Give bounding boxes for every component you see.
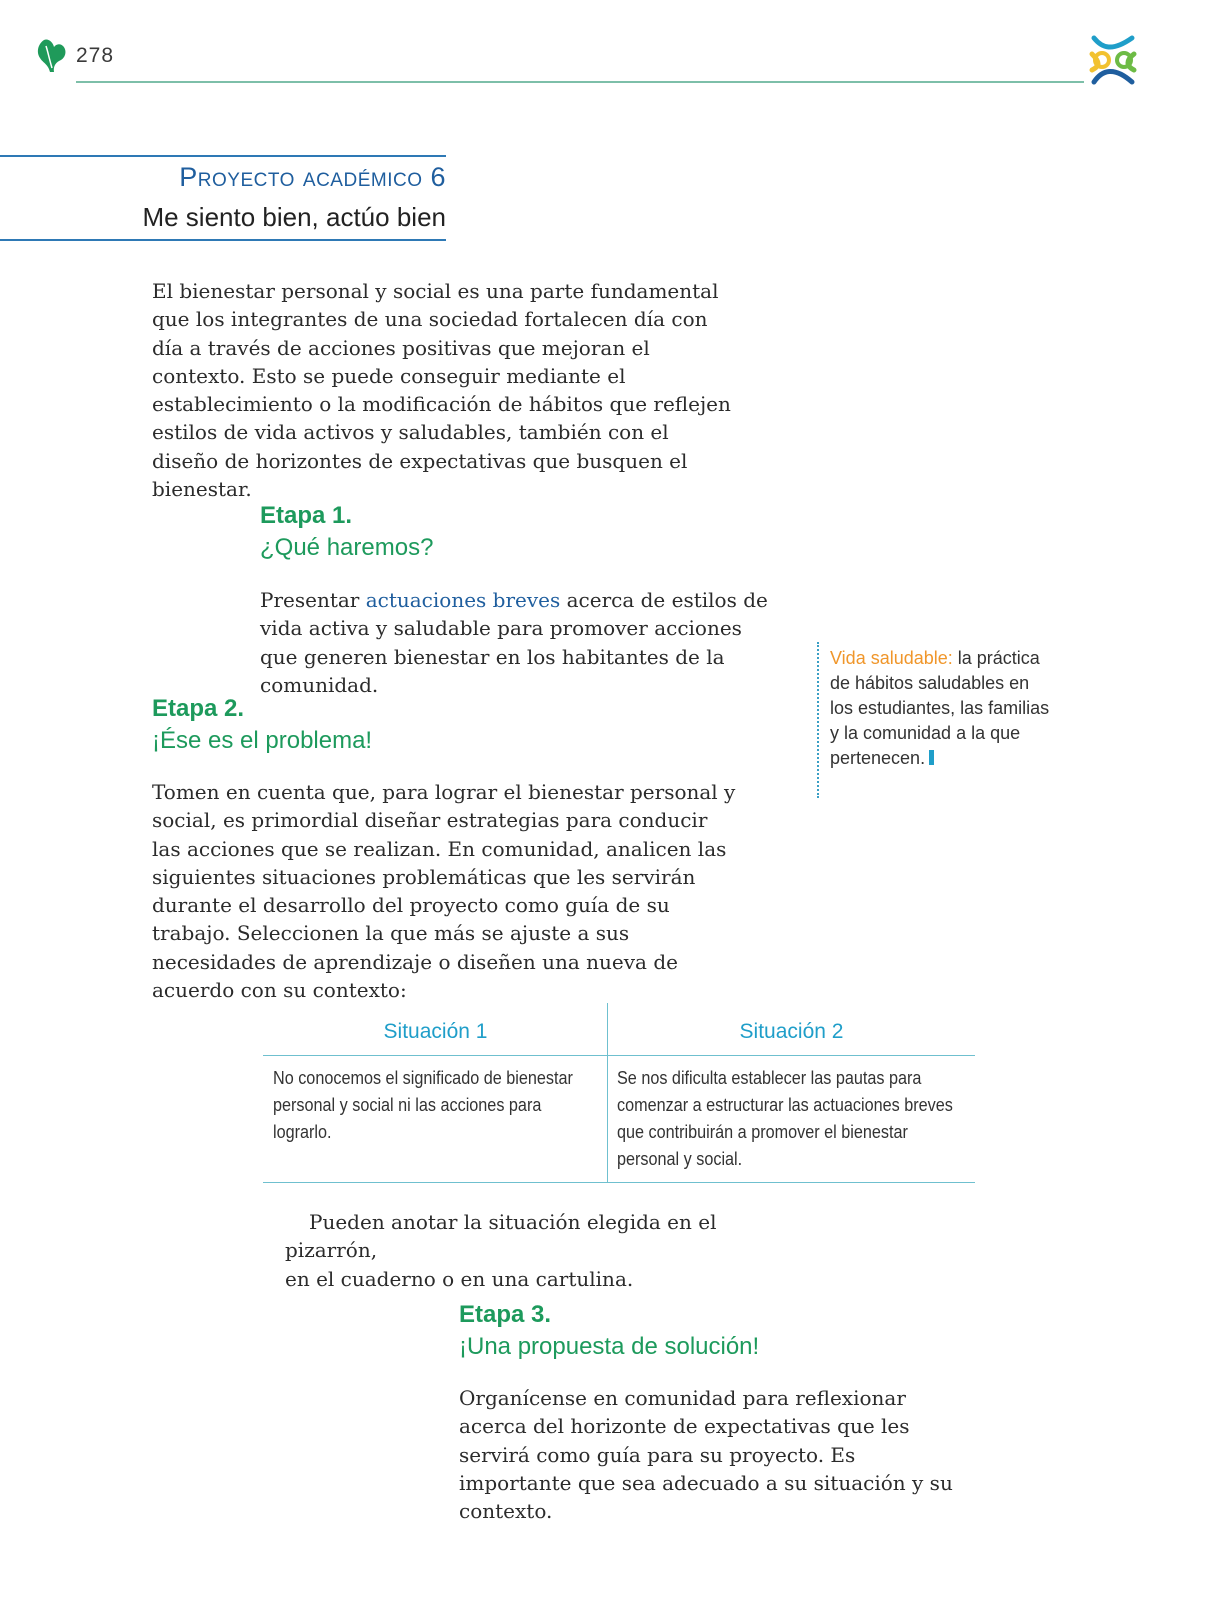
situation-1-text: No conocemos el significado de bienestar personal y social ni las acciones para lograrlo. <box>273 1068 573 1142</box>
table-column-divider <box>607 1003 608 1183</box>
sidebar-note-rule <box>817 642 819 798</box>
sidebar-note-definition: la práctica de hábitos saludables en los estudiantes, las familias y la comunidad a la que pertenecen. <box>830 648 1050 768</box>
title-top-rule <box>0 155 446 157</box>
stage-1-text-before: Presentar <box>260 588 366 612</box>
title-bottom-rule <box>0 239 446 241</box>
stage-1-text-after: acerca de estilos de vida activa y saludable para promover acciones que generen bienestar en los habitantes de la comunidad. <box>260 588 768 697</box>
stage-2-subtitle: ¡Ése es el problema! <box>152 727 373 754</box>
leaf-icon <box>34 38 68 74</box>
stage-1-subtitle: ¿Qué haremos? <box>260 534 434 561</box>
page-number: 278 <box>76 44 115 67</box>
stage-1-title: Etapa 1. <box>260 502 353 529</box>
stage-3-subtitle: ¡Una propuesta de solución! <box>459 1333 760 1360</box>
logo-icon <box>1088 34 1138 86</box>
stage-2-heading <box>152 693 372 757</box>
table-header-divider <box>263 1055 975 1056</box>
stage-3-title: Etapa 3. <box>459 1301 552 1328</box>
stage-1-heading <box>260 500 433 564</box>
stage-2-title: Etapa 2. <box>152 695 245 722</box>
situation-1-header: Situación 1 <box>383 1020 488 1043</box>
table-bottom-rule <box>263 1182 975 1183</box>
sidebar-note-term: Vida saludable: <box>830 648 953 668</box>
project-subtitle: Me siento bien, actúo bien <box>142 202 446 232</box>
situations-table <box>263 1003 975 1183</box>
after-table-paragraph <box>285 1208 805 1293</box>
end-mark-icon <box>929 750 934 765</box>
stage-2-paragraph: Tomen en cuenta que, para lograr el bienestar personal y social, es primordial diseñar estrategias para conducir las acciones que se realizan. En comunidad, analicen las siguientes situaciones problemáticas que les servirán durante el desarrollo del proyecto como guía de su trabajo. Seleccionen la que más se ajuste a sus necesidades de aprendizaje o diseñen una nueva de acuerdo con su contexto: <box>152 780 736 1003</box>
project-label: Proyecto académico 6 <box>179 162 446 192</box>
after-table-line-2: en el cuaderno o en una cartulina. <box>285 1266 634 1291</box>
sidebar-note <box>830 646 1055 771</box>
stage-1-glossary-link[interactable]: actuaciones breves <box>365 588 561 612</box>
stage-1-paragraph <box>260 586 780 699</box>
stage-3-heading <box>459 1299 759 1363</box>
stage-3-paragraph: Organícense en comunidad para reflexionar acerca del horizonte de expectativas que les servirá como guía para su proyecto. Es importante que sea adecuado a su situación y su contexto. <box>459 1386 953 1524</box>
situation-2-text: Se nos dificulta establecer las pautas para comenzar a estructurar las actuaciones breves que contribuirán a promover el bienestar personal y social. <box>617 1068 953 1169</box>
header-rule <box>76 81 1084 83</box>
situation-2-header: Situación 2 <box>739 1020 844 1043</box>
after-table-line-1: Pueden anotar la situación elegida en el pizarrón, <box>285 1210 717 1263</box>
intro-paragraph: El bienestar personal y social es una parte fundamental que los integrantes de una sociedad fortalecen día con día a través de acciones positivas que mejoran el contexto. Esto se puede conseguir mediante el establecimiento o la modificación de hábitos que reflejen estilos de vida activos y saludables, también con el diseño de horizontes de expectativas que busquen el bienestar. <box>152 279 731 502</box>
